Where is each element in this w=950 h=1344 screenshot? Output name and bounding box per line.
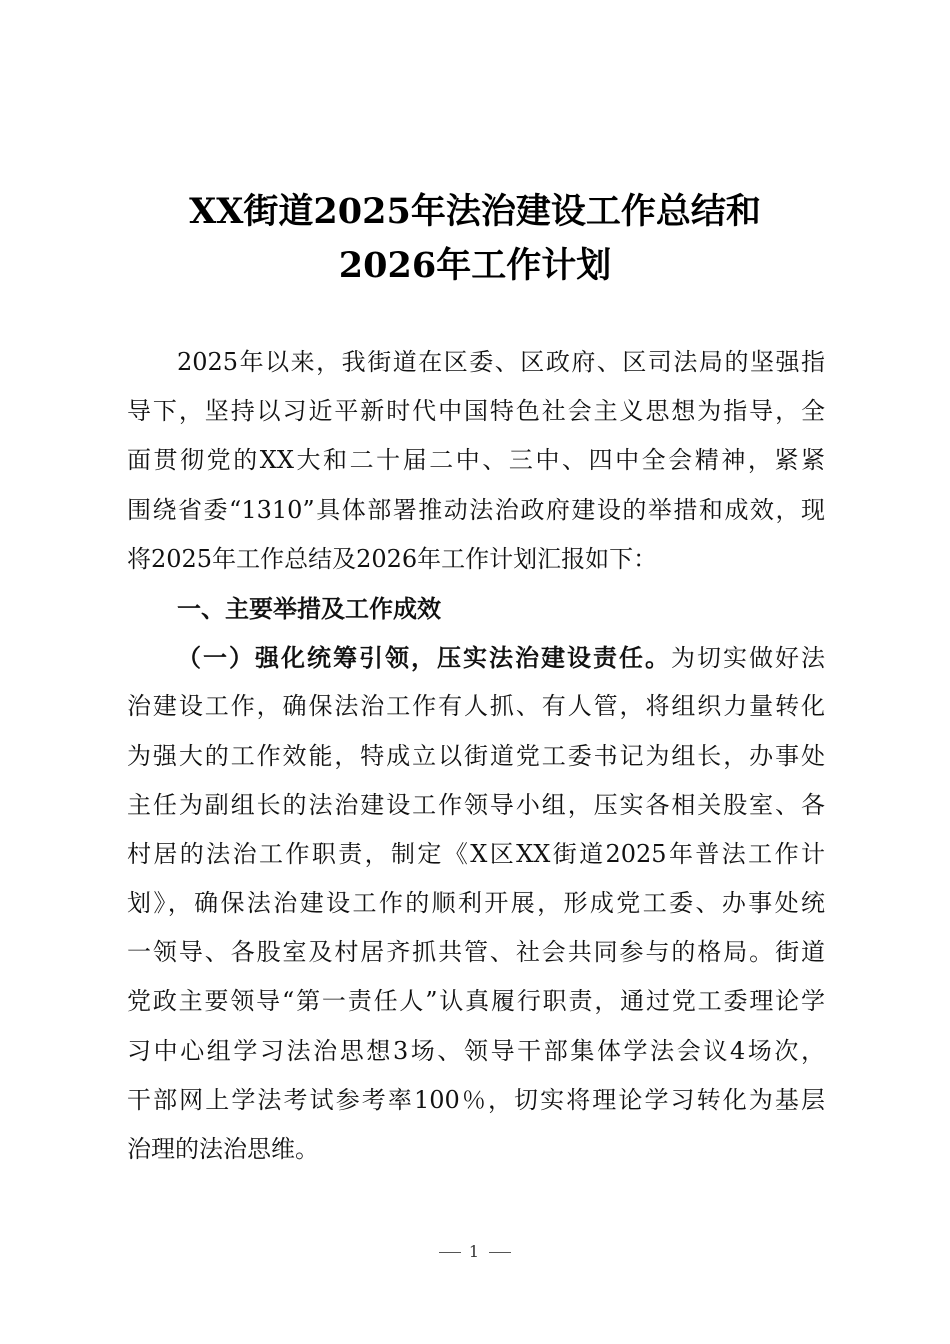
subsection-heading: （一）强化统筹引领，压实法治建设责任。 bbox=[177, 643, 671, 673]
paragraph-line: 2025年以来，我街道在区委、区政府、区司法局的坚强指 bbox=[177, 348, 825, 376]
dash-decoration bbox=[489, 1252, 511, 1253]
paragraph-line: 干部网上学法考试参考率100％，切实将理论学习转化为基层 bbox=[127, 1085, 825, 1114]
paragraph-line: 面贯彻党的XX大和二十届二中、三中、四中全会精神，紧紧 bbox=[127, 446, 825, 475]
paragraph-line: 围绕省委“1310”具体部署推动法治政府建设的举措和成效，现 bbox=[127, 495, 825, 524]
paragraph-line: 治建设工作，确保法治工作有人抓、有人管，将组织力量转化 bbox=[127, 692, 825, 721]
dash-decoration bbox=[439, 1252, 461, 1253]
paragraph-line: 党政主要领导“第一责任人”认真履行职责，通过党工委理论学 bbox=[127, 987, 825, 1016]
section-heading: 一、主要举措及工作成效 bbox=[177, 593, 441, 623]
paragraph-line: 将2025年工作总结及2026年工作计划汇报如下： bbox=[127, 544, 658, 573]
paragraph-line: 为强大的工作效能，特成立以街道党工委书记为组长，办事处 bbox=[127, 741, 825, 770]
paragraph-line: 村居的法治工作职责，制定《X区XX街道2025年普法工作计 bbox=[127, 839, 825, 868]
paragraph-line: 治理的法治思维。 bbox=[127, 1135, 319, 1163]
paragraph-line-with-lead bbox=[127, 633, 825, 682]
document-title-line-1: XX街道2025年法治建设工作总结和 bbox=[189, 191, 761, 232]
paragraph-line: 主任为副组长的法治建设工作领导小组，压实各相关股室、各 bbox=[127, 790, 825, 819]
document-title-line-2: 2026年工作计划 bbox=[338, 245, 612, 286]
paragraph-text: 为切实做好法 bbox=[671, 644, 825, 673]
paragraph-line: 导下，坚持以习近平新时代中国特色社会主义思想为指导，全 bbox=[127, 397, 825, 426]
page-number: 1 bbox=[468, 1242, 482, 1261]
paragraph-line: 一领导、各股室及村居齐抓共管、社会共同参与的格局。街道 bbox=[127, 938, 825, 967]
page-footer bbox=[0, 1242, 950, 1261]
paragraph-line: 划》，确保法治建设工作的顺利开展，形成党工委、办事处统 bbox=[127, 889, 825, 918]
paragraph-line: 习中心组学习法治思想3场、领导干部集体学法会议4场次， bbox=[127, 1036, 825, 1065]
document-body bbox=[127, 338, 825, 1174]
